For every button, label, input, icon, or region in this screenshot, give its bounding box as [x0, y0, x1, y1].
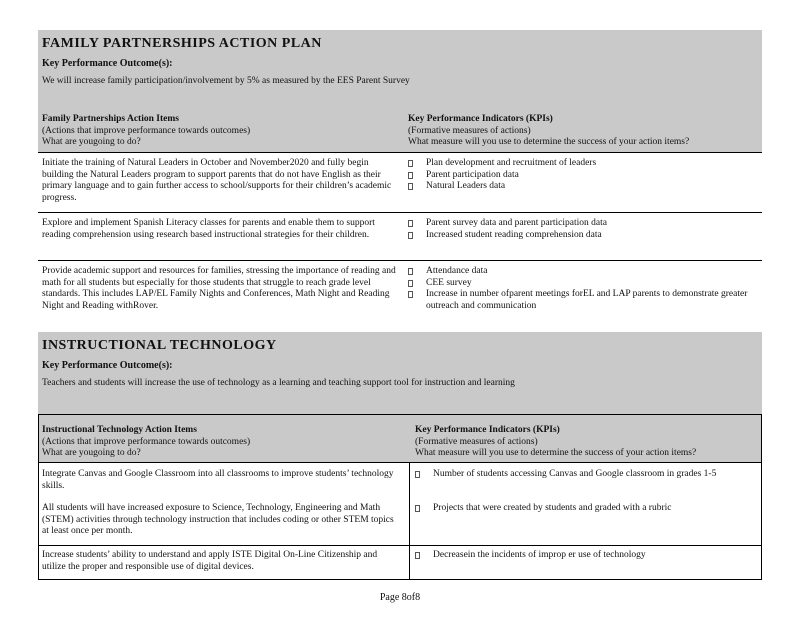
family-kpi-header-sub1: (Formative measures of actions): [408, 125, 531, 136]
checkbox-icon: [408, 220, 413, 227]
kpi-item: Increase in number ofparent meetings forEL and LAP parents to demonstrate greater outreach and communication: [408, 289, 758, 312]
tech-kpi-header-sub2: What measure will you use to determine the success of your action items?: [415, 448, 697, 458]
kpi-item: Parent survey data and parent participation data: [408, 218, 758, 230]
tech-row-3-action: Increase students’ ability to understand and apply ISTE Digital On-Line Citizenship and utilize the proper and responsible use of digital devices.: [42, 550, 378, 572]
family-action-header: [42, 114, 402, 149]
kpi-item: Increased student reading comprehension data: [408, 230, 758, 242]
checkbox-icon: [408, 232, 413, 239]
tech-kpi-header: [415, 425, 757, 460]
family-row-1: [38, 152, 762, 213]
kpi-item: CEE survey: [408, 278, 758, 290]
instructional-technology-section: [38, 332, 762, 580]
kpi-item: Attendance data: [408, 266, 758, 278]
family-kpi-header-sub2: What measure will you use to determine the success of your action items?: [408, 137, 690, 147]
tech-row-1-kpis: [415, 469, 757, 481]
family-row-2-action: Explore and implement Spanish Literacy classes for parents and enable them to support reading comprehension using research based instructional strategies for their children.: [42, 218, 375, 240]
kpi-item: Projects that were created by students and graded with a rubric: [415, 503, 757, 515]
page-number: Page 8of8: [379, 592, 421, 603]
checkbox-icon: [415, 552, 420, 559]
family-kp-label: Key Performance Outcome(s):: [42, 58, 173, 69]
family-table-header: [38, 104, 762, 152]
kpi-item: Decreasein the incidents of improp er use of technology: [415, 550, 757, 562]
kpi-item: Number of students accessing Canvas and Google classroom in grades 1-5: [415, 469, 757, 481]
tech-row-2-action: All students will have increased exposure to Science, Technology, Engineering and Math (STEM) activities through technology instruction that includes coding or other STEM topics at least once per month.: [42, 503, 394, 536]
family-row-3-kpis: [408, 266, 758, 312]
family-action-header-title: Family Partnerships Action Items: [42, 114, 179, 124]
checkbox-icon: [408, 160, 413, 167]
family-action-header-sub1: (Actions that improve performance towards outcomes): [42, 125, 251, 136]
family-row-2: [38, 212, 762, 261]
tech-action-header-sub1: (Actions that improve performance towards outcomes): [42, 436, 251, 447]
tech-action-header-title: Instructional Technology Action Items: [42, 425, 197, 435]
tech-row-1-action: Integrate Canvas and Google Classroom into all classrooms to improve students’ technology skills.: [42, 469, 394, 491]
family-action-header-sub2: What are yougoing to do?: [42, 137, 141, 147]
tech-row-separator: [39, 545, 761, 546]
checkbox-icon: [408, 172, 413, 179]
checkbox-icon: [408, 268, 413, 275]
tech-section-title: INSTRUCTIONAL TECHNOLOGY: [42, 338, 277, 353]
family-section-title: FAMILY PARTNERSHIPS ACTION PLAN: [42, 36, 322, 51]
kpi-item: Plan development and recruitment of leaders: [408, 158, 758, 170]
checkbox-icon: [408, 291, 413, 298]
family-row-3: [38, 260, 762, 321]
kpi-item: Parent participation data: [408, 170, 758, 182]
tech-kp-label: Key Performance Outcome(s):: [42, 360, 173, 371]
family-row-3-action: Provide academic support and resources for families, stressing the importance of reading and math for all students but especially for those students that struggle to reach grade level standards. This includes LAP/EL Family Nights and Conferences, Math Night and Reading Night and Reading withRover.: [42, 266, 396, 311]
checkbox-icon: [415, 505, 420, 512]
tech-row-2-kpis: [415, 503, 757, 515]
tech-table-header: [39, 415, 761, 463]
tech-action-header: [42, 425, 402, 460]
family-kpi-header-title: Key Performance Indicators (KPIs): [408, 114, 553, 124]
checkbox-icon: [408, 280, 413, 287]
family-kpi-header: [408, 114, 758, 149]
tech-kpi-header-sub1: (Formative measures of actions): [415, 436, 538, 447]
family-kp-text: We will increase family participation/involvement by 5% as measured by the EES Parent Survey: [42, 76, 410, 86]
family-row-2-kpis: [408, 218, 758, 241]
tech-row-3-kpis: [415, 550, 757, 562]
family-row-1-action: Initiate the training of Natural Leaders in October and November2020 and fully begin building the Natural Leaders program to support parents that do not have English as their primary language and to gain further access to school/supports for their children’s academic progress.: [42, 158, 392, 203]
tech-table: [38, 414, 762, 580]
family-outcome-band: [38, 30, 762, 104]
tech-kp-text: Teachers and students will increase the use of technology as a learning and teaching support tool for instruction and learning: [42, 378, 515, 388]
family-partnerships-section: [38, 30, 762, 330]
checkbox-icon: [415, 471, 420, 478]
kpi-item: Natural Leaders data: [408, 181, 758, 193]
tech-action-header-sub2: What are yougoing to do?: [42, 448, 141, 458]
checkbox-icon: [408, 183, 413, 190]
family-row-1-kpis: [408, 158, 758, 193]
tech-outcome-band: [38, 332, 762, 414]
tech-kpi-header-title: Key Performance Indicators (KPIs): [415, 425, 560, 435]
